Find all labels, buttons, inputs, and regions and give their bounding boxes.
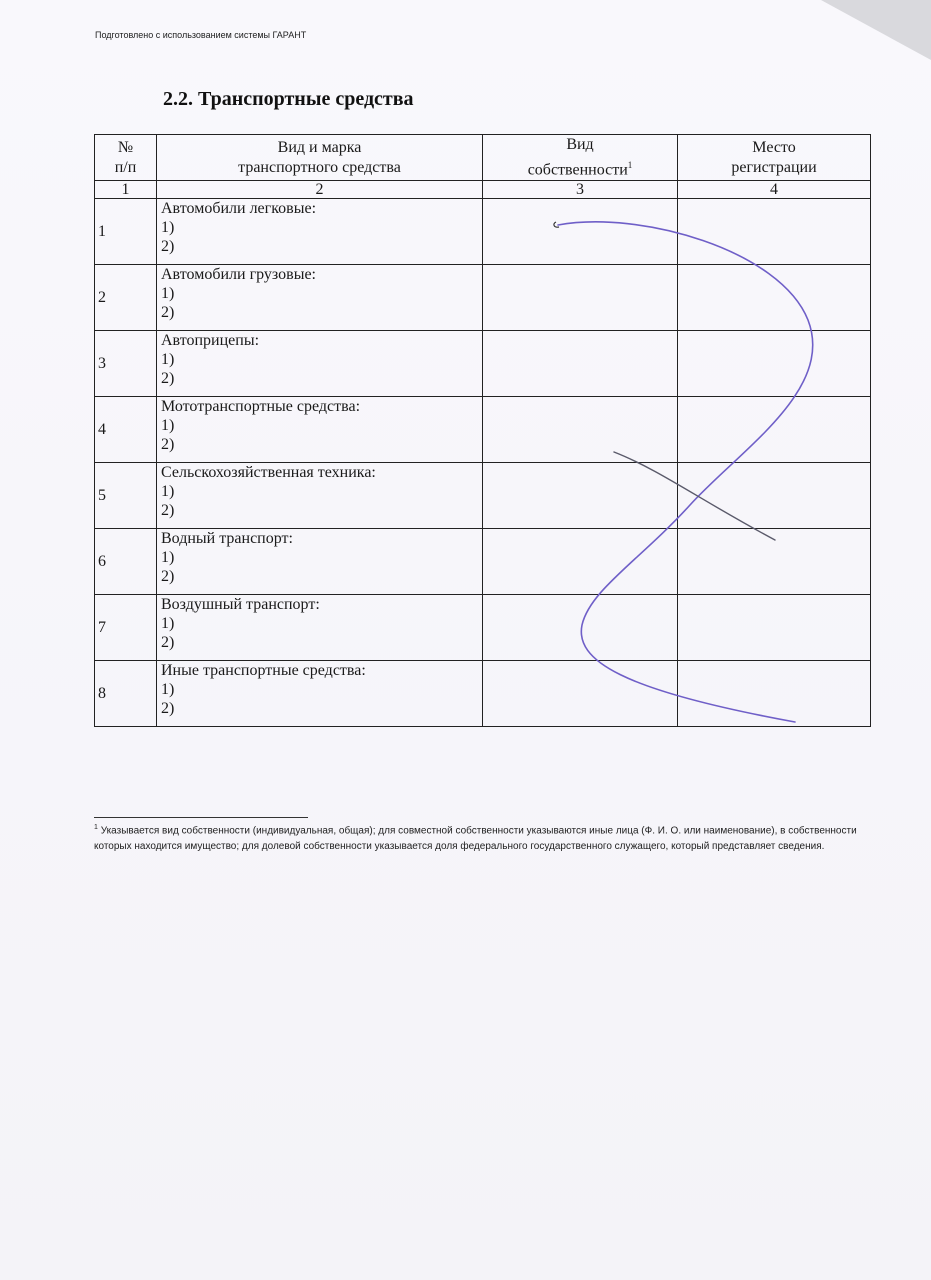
vehicle-category-cell bbox=[157, 595, 483, 661]
table-row bbox=[95, 661, 871, 727]
row-number: 2 bbox=[95, 265, 157, 331]
table-header-row bbox=[95, 135, 871, 181]
ownership-type-cell bbox=[483, 661, 678, 727]
header-ownership-type: Вид собственности$^1$ bbox=[483, 135, 678, 181]
vehicle-entry-item: 1) bbox=[161, 615, 175, 633]
table-row bbox=[95, 199, 871, 265]
vehicle-category-cell bbox=[157, 463, 483, 529]
vehicle-category-cell bbox=[157, 529, 483, 595]
vehicles-table bbox=[94, 134, 871, 727]
header-number: № п/п bbox=[95, 135, 157, 181]
header-vehicle-type: Вид и марка транспортного средства bbox=[157, 135, 483, 181]
header-note: Подготовлено с использованием системы ГАРАНТ bbox=[95, 30, 307, 40]
registration-place-cell bbox=[678, 661, 871, 727]
footnote-separator bbox=[94, 817, 308, 818]
vehicle-entry-item: 2) bbox=[161, 436, 175, 454]
row-number: 7 bbox=[95, 595, 157, 661]
vehicle-entry-item: 2) bbox=[161, 634, 175, 652]
row-number: 1 bbox=[95, 199, 157, 265]
ownership-type-cell bbox=[483, 199, 678, 265]
registration-place-cell bbox=[678, 529, 871, 595]
header-registration-place: Место регистрации bbox=[678, 135, 871, 181]
ownership-type-cell bbox=[483, 397, 678, 463]
vehicle-entry-item: 1) bbox=[161, 417, 175, 435]
vehicle-entry-item: 2) bbox=[161, 700, 175, 718]
footnote-text: Указывается вид собственности (индивидуальная, общая); для совместной собственности указываются иные лица (Ф. И. О. или наименование), в собственности которых находится имущество; для долевой собственности указывается доля федерального государственного служащего, который представляет сведения. bbox=[94, 825, 857, 853]
row-number: 8 bbox=[95, 661, 157, 727]
vehicle-entry-item: 2) bbox=[161, 304, 175, 322]
vehicle-category-cell bbox=[157, 661, 483, 727]
vehicle-entry-item: 1) bbox=[161, 549, 175, 567]
vehicle-entry-item: 2) bbox=[161, 370, 175, 388]
vehicle-category-title: Воздушный транспорт: bbox=[161, 596, 320, 614]
registration-place-cell bbox=[678, 463, 871, 529]
ownership-type-cell bbox=[483, 265, 678, 331]
row-number: 6 bbox=[95, 529, 157, 595]
vehicle-category-cell bbox=[157, 331, 483, 397]
vehicle-entry-item: 1) bbox=[161, 219, 175, 237]
row-number: 4 bbox=[95, 397, 157, 463]
table-row bbox=[95, 463, 871, 529]
vehicle-category-title: Автоприцепы: bbox=[161, 332, 260, 350]
row-number: 5 bbox=[95, 463, 157, 529]
column-number: 2 bbox=[157, 181, 483, 199]
vehicle-category-title: Водный транспорт: bbox=[161, 530, 293, 548]
column-numbers-row bbox=[95, 181, 871, 199]
section-title: 2.2. Транспортные средства bbox=[163, 88, 414, 110]
row-number: 3 bbox=[95, 331, 157, 397]
vehicle-category-title: Автомобили легковые: bbox=[161, 200, 317, 218]
table-row bbox=[95, 529, 871, 595]
column-number: 1 bbox=[95, 181, 157, 199]
footnote-ref: 1 bbox=[627, 160, 633, 170]
ownership-type-cell bbox=[483, 595, 678, 661]
folded-corner bbox=[821, 0, 931, 60]
registration-place-cell bbox=[678, 595, 871, 661]
footnote bbox=[94, 820, 870, 855]
registration-place-cell bbox=[678, 265, 871, 331]
table-body bbox=[95, 199, 871, 727]
vehicle-entry-item: 1) bbox=[161, 351, 175, 369]
vehicle-category-cell bbox=[157, 265, 483, 331]
vehicle-category-cell bbox=[157, 199, 483, 265]
vehicle-entry-item: 1) bbox=[161, 285, 175, 303]
vehicle-category-title: Сельскохозяйственная техника: bbox=[161, 464, 376, 482]
column-number: 4 bbox=[678, 181, 871, 199]
vehicle-category-title: Мототранспортные средства: bbox=[161, 398, 361, 416]
table-row bbox=[95, 595, 871, 661]
table-row bbox=[95, 397, 871, 463]
column-number: 3 bbox=[483, 181, 678, 199]
vehicle-entry-item: 2) bbox=[161, 238, 175, 256]
ownership-type-cell bbox=[483, 529, 678, 595]
vehicle-entry-item: 1) bbox=[161, 681, 175, 699]
registration-place-cell bbox=[678, 397, 871, 463]
registration-place-cell bbox=[678, 331, 871, 397]
ownership-type-cell bbox=[483, 331, 678, 397]
vehicle-entry-item: 2) bbox=[161, 568, 175, 586]
registration-place-cell bbox=[678, 199, 871, 265]
vehicle-category-title: Автомобили грузовые: bbox=[161, 266, 316, 284]
vehicle-entry-item: 1) bbox=[161, 483, 175, 501]
vehicle-entry-item: 2) bbox=[161, 502, 175, 520]
vehicle-category-title: Иные транспортные средства: bbox=[161, 662, 366, 680]
vehicle-category-cell bbox=[157, 397, 483, 463]
footnote-mark: 1 bbox=[94, 824, 98, 831]
table-row bbox=[95, 265, 871, 331]
ownership-type-cell bbox=[483, 463, 678, 529]
table-row bbox=[95, 331, 871, 397]
